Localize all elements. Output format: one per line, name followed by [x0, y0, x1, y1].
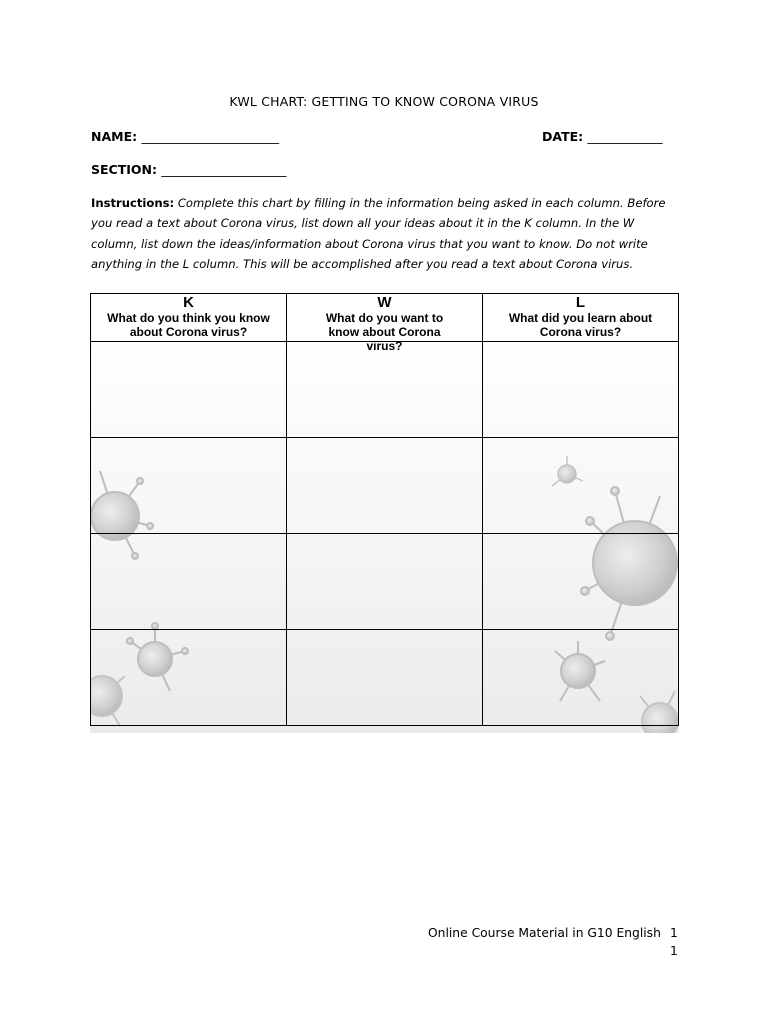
column-question: What do you think you know about Corona virus?	[107, 311, 270, 339]
column-letter: K	[183, 294, 194, 311]
instructions-text: Complete this chart by filling in the information being asked in each column. Before you read a text about Corona virus, list down all your ideas about it in the K column. In the W column, list down the ideas/information about Corona virus that you want to know. Do not write anything in the L column. This will be accomplished after you read a text about Corona virus.	[91, 196, 666, 271]
footer-course-title: Online Course Material in G10 English	[428, 926, 661, 940]
table-col-divider	[482, 293, 483, 726]
column-header-l	[483, 293, 678, 341]
page-number: 1	[670, 926, 678, 940]
page-number: 1	[670, 944, 678, 958]
name-blank[interactable]: ______________________	[141, 129, 279, 144]
table-border-right	[678, 293, 679, 726]
column-letter: W	[377, 294, 392, 311]
section-blank[interactable]: ____________________	[161, 162, 287, 177]
virus-background-image	[90, 341, 679, 733]
section-field[interactable]	[91, 162, 286, 177]
date-label: DATE:	[542, 129, 584, 144]
page-title: KWL CHART: GETTING TO KNOW CORONA VIRUS	[229, 94, 539, 109]
table-border-bottom	[90, 725, 679, 726]
table-col-divider	[286, 293, 287, 726]
section-label: SECTION:	[91, 162, 157, 177]
date-blank[interactable]: ____________	[587, 129, 663, 144]
column-letter: L	[575, 294, 586, 311]
table-border-left	[90, 293, 91, 726]
column-question: What did you learn about Corona virus?	[508, 311, 653, 339]
column-header-k	[91, 293, 286, 341]
column-header-w	[287, 293, 482, 353]
kwl-table	[90, 293, 679, 727]
name-field[interactable]	[91, 129, 279, 144]
column-question: What do you want to know about Corona virus?	[325, 311, 444, 353]
name-label: NAME:	[91, 129, 138, 144]
date-field[interactable]	[542, 129, 663, 144]
table-row-divider	[90, 533, 679, 534]
table-row-divider	[90, 437, 679, 438]
instructions-label: Instructions:	[91, 196, 175, 210]
instructions	[91, 193, 679, 274]
table-row-divider	[90, 629, 679, 630]
